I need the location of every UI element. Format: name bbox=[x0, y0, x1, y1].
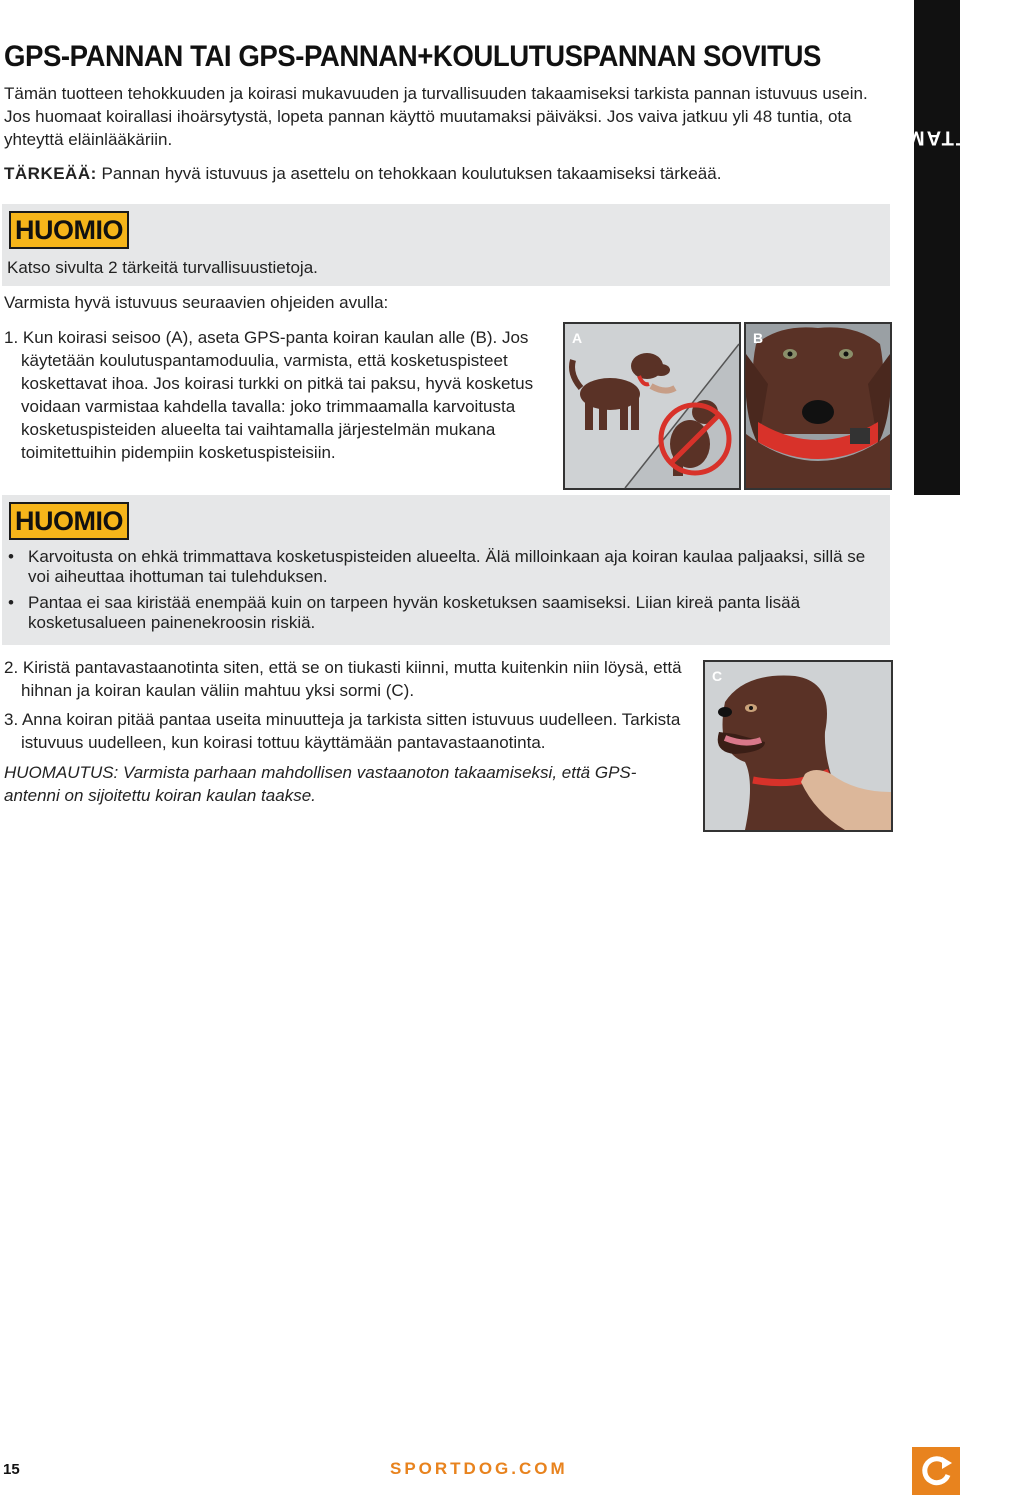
section-side-tab bbox=[850, 0, 1024, 495]
list-item: • Pantaa ei saa kiristää enempää kuin on tarpeen hyvän kosketuksen saamiseksi. Liian kireä panta lisää kosketusalueen painenekroosin riskiä. bbox=[4, 593, 874, 633]
section-side-tab-label: ALOITTAMINEN bbox=[850, 126, 1024, 149]
figure-a-label: A bbox=[572, 330, 583, 346]
caution-list bbox=[4, 547, 874, 639]
note-text: HUOMAUTUS: Varmista parhaan mahdollisen vastaanoton takaamiseksi, että GPS-antenni on sijoitettu koiran kaulan taakse. bbox=[4, 763, 637, 805]
dog-standing-illustration bbox=[565, 324, 739, 488]
page-title: GPS-PANNAN TAI GPS-PANNAN+KOULUTUSPANNAN SOVITUS bbox=[4, 40, 821, 73]
step-1-text: 1. Kun koirasi seisoo (A), aseta GPS-panta koiran kaulan alle (B). Jos käytetään koulutuspantamoduulia, varmista, että kosketuspisteet koskettavat ihoa. Jos koirasi turkki on pitkä tai paksu, hyvä kosketus voidaan varmistaa kahdella tavalla: joko trimmaamalla karvoitusta kosketuspisteiden alueelta tai vaihtamalla järjestelmän mukana toimitettuihin pidempiin kosketuspisteisiin. bbox=[4, 328, 534, 462]
figure-b-label: B bbox=[753, 330, 764, 346]
caution-badge: HUOMIO bbox=[9, 502, 129, 540]
figure-a bbox=[563, 322, 741, 490]
step-2-text: 2. Kiristä pantavastaanotinta siten, että se on tiukasti kiinni, mutta kuitenkin niin löysä, että hihnan ja koiran kaulan väliin mahtuu yksi sormi (C). bbox=[4, 658, 682, 700]
figure-b bbox=[744, 322, 892, 490]
step-1 bbox=[4, 326, 549, 464]
list-item: • Karvoitusta on ehkä trimmattava kosketuspisteiden alueelta. Älä milloinkaan aja koiran kaulaa paljaaksi, sillä se voi aiheuttaa ihottuman tai tulehduksen. bbox=[4, 547, 874, 587]
step-3-text: 3. Anna koiran pitää pantaa useita minuutteja ja tarkista sitten istuvuus uudelleen. Tarkista istuvuus uudelleen, kun koirasi tottuu käyttämään pantavastaanotinta. bbox=[4, 710, 681, 752]
intro-paragraph: Tämän tuotteen tehokkuuden ja koirasi mukavuuden ja turvallisuuden takaamiseksi tarkista pannan istuvuus usein. Jos huomaat koirallasi ihoärsytystä, lopeta pannan käyttö muutamaksi päiväksi. Jos vaiva jatkuu yli 48 tuntia, ota yhteyttä eläinlääkäriin. bbox=[4, 84, 868, 149]
important-label: TÄRKEÄÄ: bbox=[4, 164, 97, 183]
refresh-arrow-icon bbox=[912, 1447, 960, 1495]
caution-box bbox=[2, 204, 890, 286]
step-2 bbox=[4, 656, 694, 702]
verify-text: Varmista hyvä istuvuus seuraavien ohjeiden avulla: bbox=[4, 293, 389, 312]
figure-c-label: C bbox=[712, 668, 723, 684]
important-text: Pannan hyvä istuvuus ja asettelu on tehokkaan koulutuksen takaamiseksi tärkeää. bbox=[96, 164, 722, 183]
caution-text: Katso sivulta 2 tärkeitä turvallisuustietoja. bbox=[7, 258, 318, 277]
step-3 bbox=[4, 708, 694, 754]
important-note bbox=[4, 162, 884, 185]
dog-finger-check-illustration bbox=[705, 662, 891, 830]
corner-logo bbox=[912, 1447, 960, 1495]
page-number: 15 bbox=[3, 1461, 20, 1478]
figure-c bbox=[703, 660, 893, 832]
dog-face-collar-illustration bbox=[746, 324, 890, 488]
website-link[interactable]: SPORTDOG.COM bbox=[390, 1459, 568, 1478]
caution-badge: HUOMIO bbox=[9, 211, 129, 249]
